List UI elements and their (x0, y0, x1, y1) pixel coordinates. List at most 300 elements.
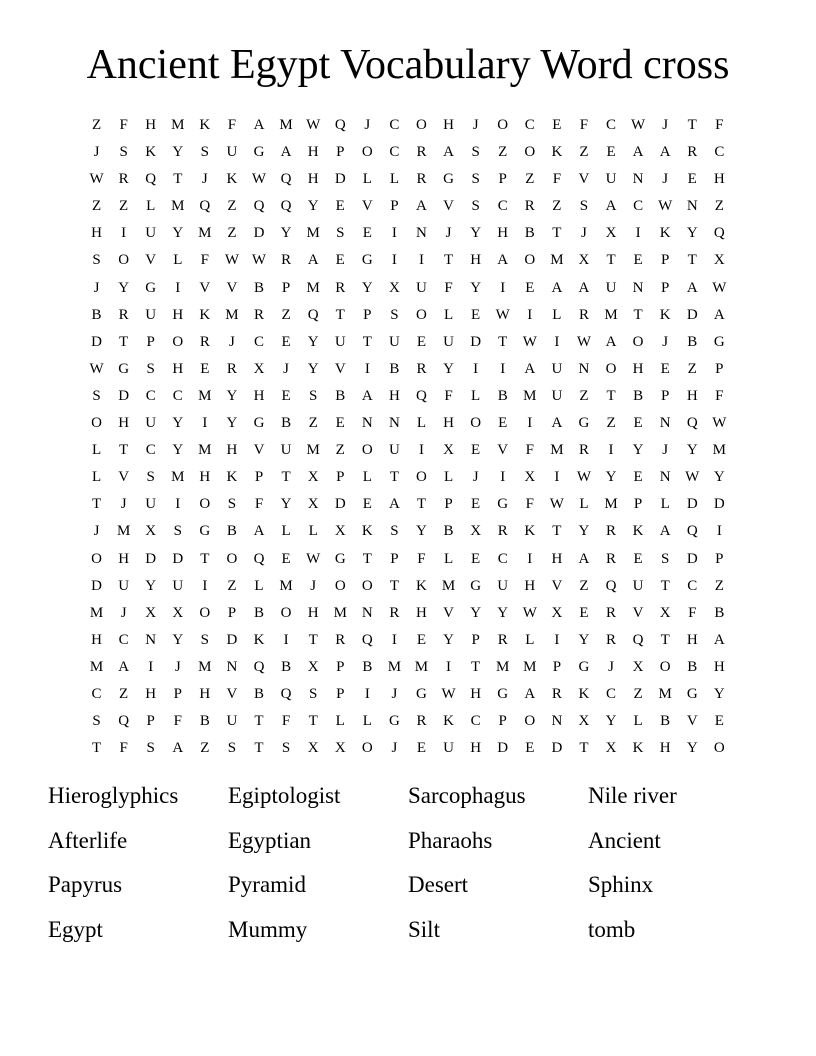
grid-row (83, 708, 733, 735)
grid-letter: U (280, 442, 292, 459)
grid-row (83, 302, 733, 329)
grid-letter: H (307, 604, 319, 621)
grid-letter: G (578, 658, 590, 675)
grid-letter: E (633, 415, 643, 432)
grid-letter: O (524, 713, 536, 730)
grid-letter: W (224, 252, 240, 269)
grid-letter: B (497, 387, 508, 404)
grid-letter: J (662, 442, 669, 459)
grid-letter: T (119, 442, 129, 459)
grid-letter: L (443, 550, 454, 567)
word-list-item: Afterlife (48, 827, 128, 853)
grid-letter: M (198, 225, 212, 242)
grid-letter: R (335, 631, 346, 648)
grid-letter: D (118, 387, 130, 404)
grid-letter: W (712, 279, 727, 296)
grid-letter: M (225, 306, 239, 323)
grid-letter: U (497, 577, 509, 594)
grid-letter: E (362, 225, 372, 242)
page-title: Ancient Egypt Vocabulary Word cross (86, 42, 730, 88)
grid-letter: Z (308, 415, 318, 432)
grid-letter: W (631, 117, 646, 133)
grid-letter: X (307, 740, 319, 757)
grid-letter: A (118, 658, 130, 675)
grid-letter: A (172, 740, 184, 757)
grid-letter: T (254, 740, 264, 757)
grid-letter: T (552, 523, 562, 540)
grid-letter: L (579, 496, 589, 513)
grid-letter: B (91, 306, 102, 323)
grid-letter: X (632, 658, 644, 675)
grid-letter: R (335, 279, 346, 296)
grid-letter: U (605, 171, 617, 188)
grid-letter: H (388, 387, 400, 404)
grid-row (83, 518, 733, 545)
grid-letter: J (662, 171, 669, 188)
grid-letter: H (172, 306, 184, 323)
grid-letter: F (254, 496, 264, 513)
grid-letter: M (496, 658, 510, 675)
grid-letter: I (148, 658, 154, 675)
grid-letter: X (551, 604, 563, 621)
grid-letter: O (91, 550, 102, 567)
grid-letter: R (416, 144, 427, 161)
grid-letter: H (145, 685, 157, 702)
grid-letter: J (229, 333, 235, 350)
grid-letter: H (497, 225, 509, 242)
grid-letter: H (118, 550, 130, 567)
grid-letter: Z (633, 685, 643, 702)
grid-letter: A (713, 306, 725, 323)
grid-letter: N (361, 604, 373, 621)
grid-letter: P (146, 333, 155, 350)
grid-letter: L (335, 713, 345, 730)
grid-letter: M (414, 658, 429, 675)
grid-letter: Y (280, 496, 292, 513)
grid-letter: J (93, 523, 100, 540)
grid-letter: N (578, 360, 590, 377)
grid-row (83, 600, 733, 627)
grid-letter: P (444, 496, 453, 513)
grid-letter: H (91, 631, 102, 648)
grid-letter: B (335, 387, 346, 404)
grid-letter: Y (307, 198, 319, 215)
grid-letter: M (306, 225, 320, 242)
grid-letter: I (527, 415, 533, 432)
grid-letter: B (281, 415, 292, 432)
grid-letter: N (388, 415, 400, 432)
grid-letter: E (525, 740, 535, 757)
grid-letter: W (576, 469, 592, 486)
grid-letter: G (578, 415, 590, 432)
grid-row (83, 220, 733, 247)
grid-letter: L (173, 252, 183, 269)
grid-letter: V (226, 279, 238, 296)
grid-letter: T (498, 333, 508, 350)
grid-letter: M (523, 387, 537, 404)
grid-letter: O (497, 117, 509, 133)
grid-letter: L (633, 713, 643, 730)
grid-letter: B (254, 279, 265, 296)
grid-letter: U (388, 442, 400, 459)
grid-letter: P (715, 360, 724, 377)
grid-letter: D (497, 740, 509, 757)
grid-letter: N (226, 658, 238, 675)
grid-row (83, 410, 733, 437)
grid-letter: A (578, 550, 590, 567)
grid-letter: X (578, 713, 590, 730)
grid-row (83, 735, 733, 762)
grid-row (83, 193, 733, 220)
grid-letter: I (554, 469, 560, 486)
grid-letter: N (686, 198, 698, 215)
grid-letter: T (660, 631, 670, 648)
grid-letter: S (119, 144, 128, 161)
grid-letter: Z (552, 198, 562, 215)
grid-letter: E (687, 171, 697, 188)
grid-letter: Y (605, 469, 617, 486)
grid-letter: P (661, 252, 670, 269)
grid-letter: J (120, 604, 127, 621)
grid-letter: Y (226, 387, 238, 404)
grid-letter: V (632, 604, 644, 621)
word-list-item: Sphinx (588, 872, 654, 897)
grid-letter: E (281, 550, 291, 567)
grid-letter: I (554, 631, 560, 648)
grid-letter: T (91, 740, 102, 757)
grid-letter: R (281, 252, 292, 269)
grid-letter: M (198, 387, 212, 404)
grid-letter: S (281, 740, 291, 757)
grid-letter: F (525, 442, 534, 459)
grid-letter: O (226, 550, 238, 567)
grid-letter: T (579, 740, 589, 757)
grid-letter: P (661, 279, 670, 296)
grid-letter: A (632, 144, 644, 161)
grid-letter: D (226, 631, 238, 648)
grid-letter: V (253, 442, 265, 459)
grid-letter: E (362, 496, 372, 513)
grid-letter: U (388, 333, 400, 350)
grid-letter: O (659, 658, 671, 675)
grid-letter: Y (713, 469, 725, 486)
grid-letter: C (91, 685, 102, 702)
grid-letter: B (660, 713, 671, 730)
grid-letter: I (527, 550, 533, 567)
grid-letter: E (471, 496, 481, 513)
grid-letter: E (416, 740, 427, 757)
grid-letter: T (606, 252, 616, 269)
grid-letter: A (605, 198, 617, 215)
grid-letter: L (525, 631, 535, 648)
grid-letter: M (279, 117, 293, 133)
grid-letter: Y (361, 279, 373, 296)
grid-letter: I (364, 685, 370, 702)
grid-letter: U (226, 713, 238, 730)
grid-letter: X (605, 740, 617, 757)
grid-letter: E (633, 252, 643, 269)
grid-letter: E (471, 442, 481, 459)
grid-letter: T (552, 225, 562, 242)
grid-letter: O (199, 496, 211, 513)
grid-letter: P (336, 685, 345, 702)
grid-letter: J (93, 144, 100, 161)
grid-letter: I (446, 658, 452, 675)
grid-letter: H (118, 415, 130, 432)
grid-letter: R (254, 306, 265, 323)
grid-letter: E (714, 713, 724, 730)
grid-letter: J (201, 171, 208, 188)
grid-letter: G (497, 685, 509, 702)
grid-letter: Y (172, 225, 184, 242)
grid-letter: F (715, 387, 724, 404)
grid-letter: B (254, 685, 265, 702)
grid-letter: Z (687, 360, 697, 377)
grid-letter: D (551, 740, 563, 757)
grid-letter: E (606, 144, 616, 161)
grid-letter: G (497, 496, 509, 513)
grid-letter: Z (227, 577, 237, 594)
grid-letter: Q (118, 713, 130, 730)
grid-letter: Y (416, 523, 427, 540)
grid-letter: D (470, 333, 482, 350)
grid-letter: J (472, 469, 479, 486)
grid-letter: S (471, 198, 480, 215)
grid-letter: W (658, 198, 673, 215)
grid-letter: X (659, 604, 671, 621)
grid-letter: O (280, 604, 292, 621)
word-list-item: Silt (408, 916, 440, 942)
grid-letter: Y (172, 144, 184, 161)
grid-letter: U (443, 333, 454, 350)
grid-letter: R (606, 550, 617, 567)
grid-letter: W (549, 496, 564, 513)
grid-letter: Y (497, 604, 509, 621)
grid-letter: L (362, 713, 372, 730)
grid-letter: Q (416, 387, 427, 404)
grid-letter: T (173, 171, 183, 188)
grid-letter: S (146, 740, 155, 757)
grid-letter: F (227, 117, 237, 133)
grid-letter: I (202, 415, 208, 432)
grid-letter: B (633, 387, 644, 404)
grid-letter: M (171, 469, 185, 486)
grid-letter: J (662, 117, 669, 133)
grid-letter: I (527, 306, 533, 323)
grid-letter: P (227, 604, 237, 621)
grid-letter: V (578, 171, 590, 188)
grid-letter: T (471, 658, 481, 675)
grid-letter: T (254, 713, 264, 730)
grid-letter: Z (281, 306, 291, 323)
grid-letter: Q (361, 631, 373, 648)
grid-letter: H (443, 117, 454, 133)
grid-letter: L (308, 523, 318, 540)
grid-letter: M (89, 658, 104, 675)
grid-letter: K (443, 713, 454, 730)
grid-letter: E (200, 360, 210, 377)
grid-letter: R (497, 523, 508, 540)
grid-letter: J (391, 740, 398, 757)
grid-letter: L (389, 171, 399, 188)
grid-letter: I (175, 496, 181, 513)
grid-letter: A (551, 279, 563, 296)
grid-letter: R (226, 360, 237, 377)
word-list-item: Desert (408, 872, 469, 897)
grid-letter: H (470, 685, 482, 702)
grid-letter: G (388, 713, 400, 730)
grid-letter: A (713, 631, 725, 648)
grid-letter: D (334, 496, 346, 513)
grid-letter: Y (226, 415, 238, 432)
grid-letter: L (362, 469, 372, 486)
grid-letter: Y (578, 631, 590, 648)
grid-letter: Y (605, 713, 617, 730)
grid-letter: X (524, 469, 536, 486)
grid-letter: V (551, 577, 563, 594)
grid-letter: P (715, 550, 724, 567)
grid-letter: R (416, 713, 427, 730)
grid-letter: Q (713, 225, 725, 242)
grid-letter: U (145, 306, 157, 323)
word-list-item: Pharaohs (408, 827, 493, 853)
grid-row (83, 356, 733, 383)
grid-letter: P (281, 279, 291, 296)
grid-letter: B (389, 360, 400, 377)
grid-letter: O (361, 740, 373, 757)
grid-letter: J (662, 333, 669, 350)
grid-letter: T (308, 631, 318, 648)
grid-letter: S (146, 469, 155, 486)
grid-letter: C (470, 713, 481, 730)
grid-letter: E (498, 415, 508, 432)
grid-letter: A (361, 387, 373, 404)
grid-letter: X (578, 252, 590, 269)
grid-letter: W (89, 360, 104, 377)
grid-letter: R (389, 604, 400, 621)
grid-letter: Q (253, 198, 265, 215)
grid-letter: N (361, 415, 373, 432)
grid-letter: Z (227, 198, 237, 215)
grid-letter: R (118, 306, 129, 323)
grid-letter: N (416, 225, 427, 242)
grid-letter: T (389, 469, 399, 486)
grid-letter: M (550, 252, 564, 269)
grid-letter: M (441, 577, 456, 594)
grid-letter: K (524, 523, 536, 540)
grid-letter: O (524, 144, 536, 161)
grid-letter: R (524, 198, 535, 215)
grid-letter: B (687, 333, 698, 350)
grid-letter: W (89, 171, 104, 188)
grid-letter: A (551, 415, 563, 432)
grid-letter: J (120, 496, 127, 513)
grid-letter: H (145, 117, 157, 133)
grid-letter: O (91, 415, 102, 432)
grid-letter: X (470, 523, 482, 540)
grid-letter: Y (118, 279, 130, 296)
grid-letter: C (633, 198, 644, 215)
word-list-item: Egyptian (228, 827, 312, 853)
grid-letter: S (92, 252, 101, 269)
grid-letter: C (497, 198, 508, 215)
grid-letter: R (578, 306, 589, 323)
grid-row (83, 654, 733, 681)
grid-letter: E (579, 604, 589, 621)
grid-letter: W (576, 333, 592, 350)
grid-letter: K (416, 577, 427, 594)
grid-letter: Z (91, 117, 102, 133)
grid-letter: Z (200, 740, 210, 757)
grid-letter: K (226, 469, 238, 486)
grid-letter: L (443, 306, 454, 323)
grid-letter: D (91, 577, 102, 594)
grid-letter: O (632, 333, 644, 350)
grid-letter: W (251, 252, 267, 269)
grid-letter: Y (145, 577, 157, 594)
grid-letter: K (659, 225, 671, 242)
grid-letter: M (198, 442, 212, 459)
grid-letter: Y (307, 360, 319, 377)
grid-letter: I (391, 225, 397, 242)
grid-letter: G (361, 252, 373, 269)
grid-letter: Q (686, 415, 698, 432)
grid-letter: G (253, 144, 265, 161)
grid-letter: C (497, 550, 508, 567)
grid-letter: H (199, 469, 211, 486)
grid-letter: E (416, 631, 427, 648)
grid-letter: S (146, 360, 155, 377)
grid-letter: J (445, 225, 452, 242)
grid-letter: P (336, 144, 345, 161)
grid-letter: R (606, 523, 617, 540)
grid-letter: C (606, 685, 617, 702)
grid-letter: E (281, 333, 291, 350)
grid-letter: K (361, 523, 373, 540)
grid-letter: I (500, 360, 506, 377)
grid-letter: X (253, 360, 265, 377)
grid-letter: X (307, 496, 319, 513)
grid-letter: Y (713, 685, 725, 702)
grid-letter: B (281, 658, 292, 675)
grid-letter: Y (632, 442, 644, 459)
grid-letter: W (441, 685, 456, 702)
grid-row (83, 437, 733, 464)
grid-letter: F (579, 117, 589, 133)
grid-letter: B (362, 658, 373, 675)
grid-letter: U (145, 415, 157, 432)
grid-letter: H (524, 577, 536, 594)
grid-letter: H (443, 415, 454, 432)
grid-letter: V (118, 469, 130, 486)
grid-letter: F (417, 550, 426, 567)
grid-letter: T (362, 550, 372, 567)
grid-letter: O (470, 415, 482, 432)
grid-letter: I (500, 279, 506, 296)
grid-letter: M (306, 442, 320, 459)
grid-letter: W (685, 469, 700, 486)
grid-letter: N (659, 469, 671, 486)
grid-letter: M (387, 658, 402, 675)
grid-row (83, 275, 733, 302)
grid-letter: H (686, 631, 698, 648)
word-list-item: Ancient (588, 827, 661, 853)
grid-letter: I (283, 631, 289, 648)
grid-letter: D (145, 550, 157, 567)
grid-letter: E (633, 550, 643, 567)
grid-letter: I (500, 469, 506, 486)
grid-letter: Z (525, 171, 535, 188)
